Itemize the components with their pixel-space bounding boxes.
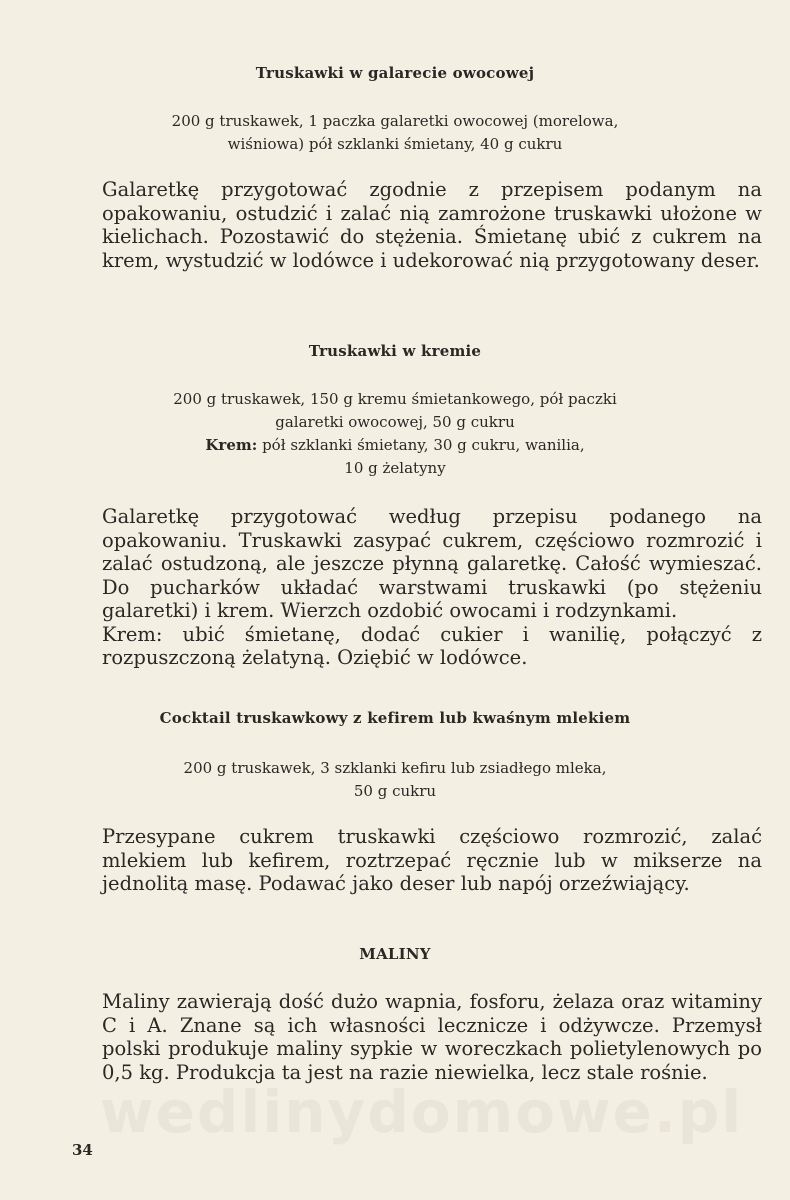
- paragraph: Krem: ubić śmietanę, dodać cukier i wanilię, połączyć z rozpuszczoną żelatyną. Oziębić w lodówce.: [102, 622, 762, 669]
- paragraph: Maliny zawierają dość dużo wapnia, fosforu, żelaza oraz witaminy C i A. Znane są ich własności lecznicze i odżywcze. Przemysł polski produkuje maliny sypkie w woreczkach polietylenowych po 0,5 kg. Produkcja ta jest na razie niewielka, lecz stale rośnie.: [102, 990, 762, 1084]
- paragraph: Galaretkę przygotować zgodnie z przepisem podanym na opakowaniu, ostudzić i zalać nią zamrożone truskawki ułożone w kielichach. Pozostawić do stężenia. Śmietanę ubić z cukrem na krem, wystudzić w lodówce i udekorować nią przygotowany deser.: [102, 178, 762, 272]
- ingredients-3: [100, 757, 690, 803]
- section-body-maliny: [102, 990, 762, 1084]
- ingredients-2: [100, 388, 690, 480]
- watermark: wedlinydomowe.pl: [100, 1078, 744, 1146]
- recipe-title-2: Truskawki w kremie: [308, 342, 482, 360]
- recipe-title-3: Cocktail truskawkowy z kefirem lub kwaśnym mlekiem: [159, 709, 631, 727]
- ingredients-1: [100, 110, 690, 156]
- recipe-body-3: [102, 825, 762, 896]
- krem-label: Krem:: [205, 436, 258, 454]
- recipe-body-2: [102, 505, 762, 670]
- section-heading-maliny: MALINY: [359, 945, 431, 963]
- ingredients-line: wiśniowa) pół szklanki śmietany, 40 g cukru: [227, 135, 563, 153]
- ingredients-line: 200 g truskawek, 150 g kremu śmietankowego, pół paczki: [173, 390, 617, 408]
- ingredients-line: 50 g cukru: [353, 782, 437, 800]
- paragraph: Galaretkę przygotować według przepisu podanego na opakowaniu. Truskawki zasypać cukrem, częściowo rozmrozić i zalać ostudzoną, ale jeszcze płynną galaretkę. Całość wymieszać. Do pucharków układać warstwami truskawki (po stężeniu galaretki) i krem. Wierzch ozdobić owocami i rodzynkami.: [102, 505, 762, 622]
- recipe-title-1: Truskawki w galarecie owocowej: [255, 64, 535, 82]
- krem-ingredients: [100, 434, 690, 457]
- krem-line: pół szklanki śmietany, 30 g cukru, wanilia,: [257, 436, 585, 454]
- ingredients-line: 200 g truskawek, 3 szklanki kefiru lub zsiadłego mleka,: [183, 759, 607, 777]
- page-number: 34: [72, 1141, 93, 1159]
- ingredients-line: galaretki owocowej, 50 g cukru: [275, 413, 515, 431]
- paragraph: Przesypane cukrem truskawki częściowo rozmrozić, zalać mlekiem lub kefirem, roztrzepać ręcznie lub w mikserze na jednolitą masę. Podawać jako deser lub napój orzeźwiający.: [102, 825, 762, 895]
- ingredients-line: 200 g truskawek, 1 paczka galaretki owocowej (morelowa,: [171, 112, 619, 130]
- recipe-body-1: [102, 178, 762, 272]
- ingredients-line: 10 g żelatyny: [344, 459, 446, 477]
